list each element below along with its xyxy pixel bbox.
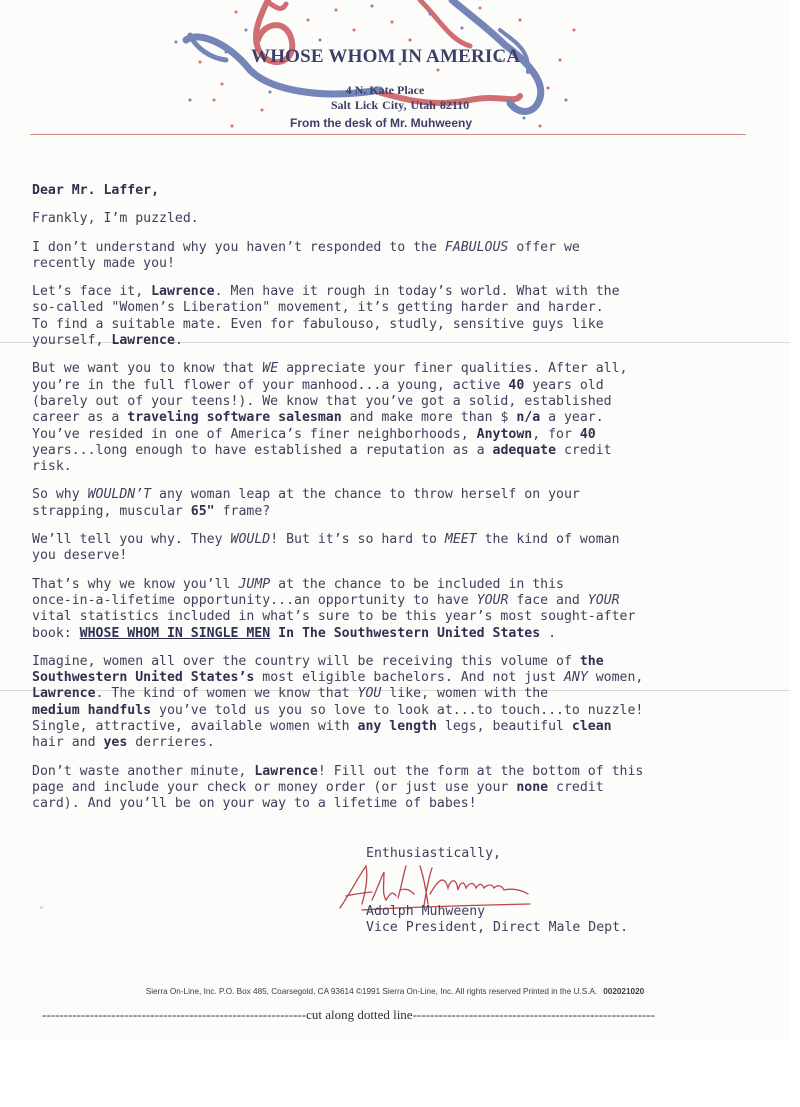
company-name: WHOSE WHOM IN AMERICA [251, 46, 521, 67]
signer-name: Adolph Muhweeny [366, 904, 486, 919]
p4-credit: adequate [492, 442, 557, 458]
p6-text: the kind of woman you deserve! [32, 532, 620, 564]
p4-text: years...long enough to have established a reputation as a [32, 442, 485, 458]
p4-text: years old (barely out of your teens!). We know that you’ve got a solid, established career as a [32, 377, 612, 426]
p8-emph: ANY [563, 670, 588, 686]
p7-emph: JUMP [238, 576, 271, 592]
p3-text: Let’s face it, [32, 284, 152, 300]
p8-pref: medium handfuls [32, 702, 152, 718]
p7-text: at the chance to be included in this once-in-a-lifetime opportunity...an opportunity to have [32, 576, 564, 608]
letterhead-divider [30, 134, 746, 135]
p4-career: traveling software salesman [127, 410, 342, 426]
p6-text: We’ll tell you why. They [32, 532, 231, 548]
p4-text: credit risk. [32, 442, 612, 475]
paragraph-1: Frankly, I’m puzzled. [32, 211, 199, 227]
paragraph-9 [32, 764, 752, 813]
p9-text: credit card). And you’ll be on your way to a lifetime of babes! [32, 779, 604, 812]
p4-town: Anytown [476, 426, 533, 442]
p9-name: Lawrence [254, 763, 318, 779]
p9-card: none [516, 779, 549, 795]
p4-age: 40 [508, 377, 525, 393]
p8-text: . The kind of women we know that [95, 686, 358, 702]
p2-emph: FABULOUS [444, 239, 509, 255]
paragraph-4 [32, 361, 752, 475]
book-region: In The Southwestern United States [278, 625, 541, 641]
p4-text: appreciate your finer qualities. After all, you’re in the full flower of your manhood...a young, active [32, 361, 628, 393]
p8-text: you’ve told us you so love to look at...to touch...to nuzzle! Single, attractive, available women with [32, 702, 644, 735]
p7-emph: YOUR [587, 592, 620, 608]
p8-name: Lawrence [32, 686, 96, 702]
p3-text: . [174, 333, 183, 349]
p8-text: Imagine, women all over the country will be receiving this volume of [32, 653, 580, 669]
p3-text: . Men have it rough in today’s world. What with the so-called "Women’s Liberation" movement, it’s getting harder and harder. To find a suitable mate. Even for fabulouso, studly, sensitive guys like yourself, [32, 284, 620, 349]
letterhead [0, 0, 790, 140]
book-title: WHOSE WHOM IN SINGLE MEN [79, 625, 271, 641]
p4-text: But we want you to know that [32, 361, 263, 377]
p8-text: most eligible bachelors. And not just [254, 670, 564, 686]
p8-text: derrieres. [127, 735, 215, 751]
p7-text: vital statistics included in what’s sure to be this year’s most sought-after book: [32, 609, 636, 641]
cut-line: -------------------------------------------------------------cut along dotted line-------------------------------------------------------- [42, 1007, 656, 1022]
p4-emph: WE [262, 361, 279, 377]
p4-text: a year. You’ve resided in one of America’s finer neighborhoods, [32, 410, 604, 442]
p4-text: and make more than $ [341, 410, 517, 426]
p3-name: Lawrence [151, 284, 215, 300]
salutation-text: Dear Mr. Laffer, [32, 183, 160, 198]
p2-text: offer we recently made you! [32, 239, 580, 271]
paragraph-3 [32, 284, 752, 349]
salutation [32, 183, 752, 199]
p8-text: like, women with the [389, 686, 549, 702]
letter-body [32, 183, 752, 825]
p4-text: , for [532, 426, 580, 442]
signer-title: Vice President, Direct Male Dept. [366, 920, 629, 935]
address-street: 4 N. Kate Place [345, 83, 425, 97]
p9-text: ! Fill out the form at the bottom of this page and include your check or money order (or just use your [32, 763, 644, 795]
p5-text: any woman leap at the chance to throw herself on your strapping, muscular [32, 487, 580, 519]
address-city: Salt Lick City, Utah 82110 [330, 98, 470, 112]
footer-text: Sierra On-Line, Inc. P.O. Box 485, Coarsegold, CA 93614 ©1991 Sierra On-Line, Inc. All rights reserved Printed in the U.S.A. [145, 987, 598, 996]
p4-income: n/a [516, 410, 541, 426]
p7-text: face and [508, 592, 588, 608]
p6-text: ! But it’s so hard to [270, 532, 445, 548]
p6-emph: MEET [444, 532, 477, 548]
p5-emph: WOULDN’T [87, 487, 152, 503]
p5-text: frame? [214, 503, 271, 519]
p7-emph: YOUR [476, 592, 509, 608]
p4-years: 40 [579, 426, 596, 442]
p7-text [270, 626, 278, 641]
p3-name: Lawrence [111, 333, 175, 349]
closing: Enthusiastically, [366, 846, 501, 861]
paragraph-5 [32, 487, 752, 520]
p2-text: I don’t understand why you haven’t responded to the [32, 239, 445, 255]
p5-text: So why [32, 487, 88, 503]
p7-text: That’s why we know you’ll [32, 576, 239, 592]
paragraph-2 [32, 240, 752, 273]
p8-emph: YOU [357, 686, 382, 702]
from-desk-line: From the desk of Mr. Muhweeny [290, 116, 473, 130]
footer [0, 987, 790, 996]
paragraph-8 [32, 654, 752, 752]
p8-text: women, [595, 670, 644, 686]
speck [40, 906, 43, 909]
paragraph-6 [32, 532, 752, 565]
p9-text: Don’t waste another minute, [32, 763, 255, 779]
footer-code: 002021020 [603, 987, 645, 996]
p8-pref: any length [357, 719, 437, 735]
p8-text: hair and [32, 735, 96, 751]
p7-text: . [540, 625, 557, 641]
p8-region: the Southwestern United States’s [32, 653, 604, 686]
p8-pref: clean [571, 719, 612, 735]
p5-height: 65" [190, 503, 215, 519]
p8-text: legs, beautiful [436, 719, 572, 735]
p6-emph: WOULD [230, 532, 271, 548]
paragraph-7 [32, 577, 752, 642]
p8-pref: yes [103, 735, 128, 751]
